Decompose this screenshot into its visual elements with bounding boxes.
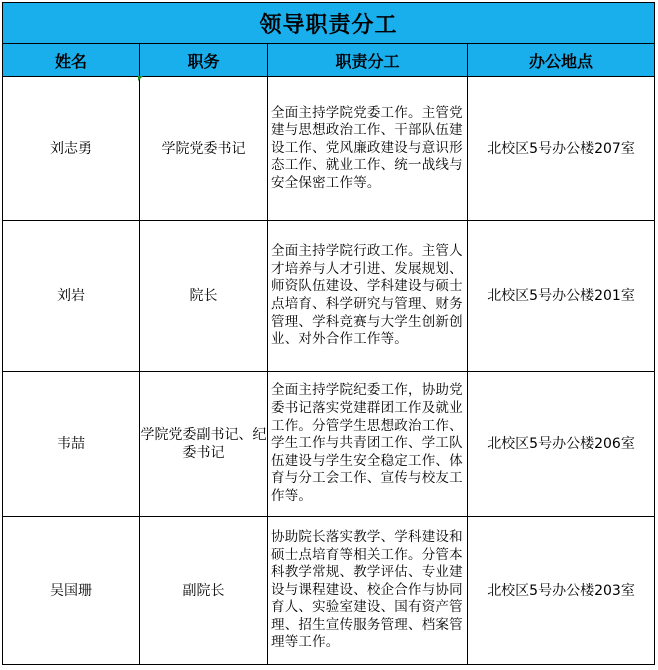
- header-name: 姓名: [3, 44, 140, 77]
- cell-office: 北校区5号办公楼201室: [468, 221, 655, 372]
- table-row: [3, 517, 655, 665]
- cell-position: 学院党委副书记、纪委书记: [140, 372, 268, 517]
- leadership-duties-table: [2, 2, 655, 665]
- header-position: 职务: [140, 44, 268, 77]
- table-row: [3, 77, 655, 221]
- cell-name: 韦喆: [3, 372, 140, 517]
- cell-duties: 全面主持学院纪委工作，协助党委书记落实党建群团工作及就业工作。分管学生思想政治工作、学生工作与共青团工作、学工队伍建设与学生安全稳定工作、体育与分工会工作、宣传与校友工作等。: [268, 372, 468, 517]
- cell-name: 刘志勇: [3, 77, 140, 221]
- cell-position: 学院党委书记: [140, 77, 268, 221]
- table-row: [3, 221, 655, 372]
- header-duties: 职责分工: [268, 44, 468, 77]
- cell-office: 北校区5号办公楼206室: [468, 372, 655, 517]
- cell-office: 北校区5号办公楼207室: [468, 77, 655, 221]
- cell-duties: 全面主持学院党委工作。主管党建与思想政治工作、干部队伍建设工作、党风廉政建设与意识形态工作、就业工作、统一战线与安全保密工作等。: [268, 77, 468, 221]
- table-row: [3, 372, 655, 517]
- table-title: 领导职责分工: [3, 3, 655, 44]
- cell-duties: 全面主持学院行政工作。主管人才培养与人才引进、发展规划、师资队伍建设、学科建设与硕士点培育、科学研究与管理、财务管理、学科竞赛与大学生创新创业、对外合作工作等。: [268, 221, 468, 372]
- cell-name: 吴国珊: [3, 517, 140, 665]
- cell-comment-indicator: [138, 76, 143, 81]
- cell-duties: 协助院长落实教学、学科建设和硕士点培育等相关工作。分管本科教学常规、教学评估、专业建设与课程建设、校企合作与协同育人、实验室建设、国有资产管理、招生宣传服务管理、档案管理等工作。: [268, 517, 468, 665]
- cell-name: 刘岩: [3, 221, 140, 372]
- header-row: [3, 44, 655, 77]
- cell-position: 院长: [140, 221, 268, 372]
- cell-position: 副院长: [140, 517, 268, 665]
- header-office: 办公地点: [468, 44, 655, 77]
- cell-office: 北校区5号办公楼203室: [468, 517, 655, 665]
